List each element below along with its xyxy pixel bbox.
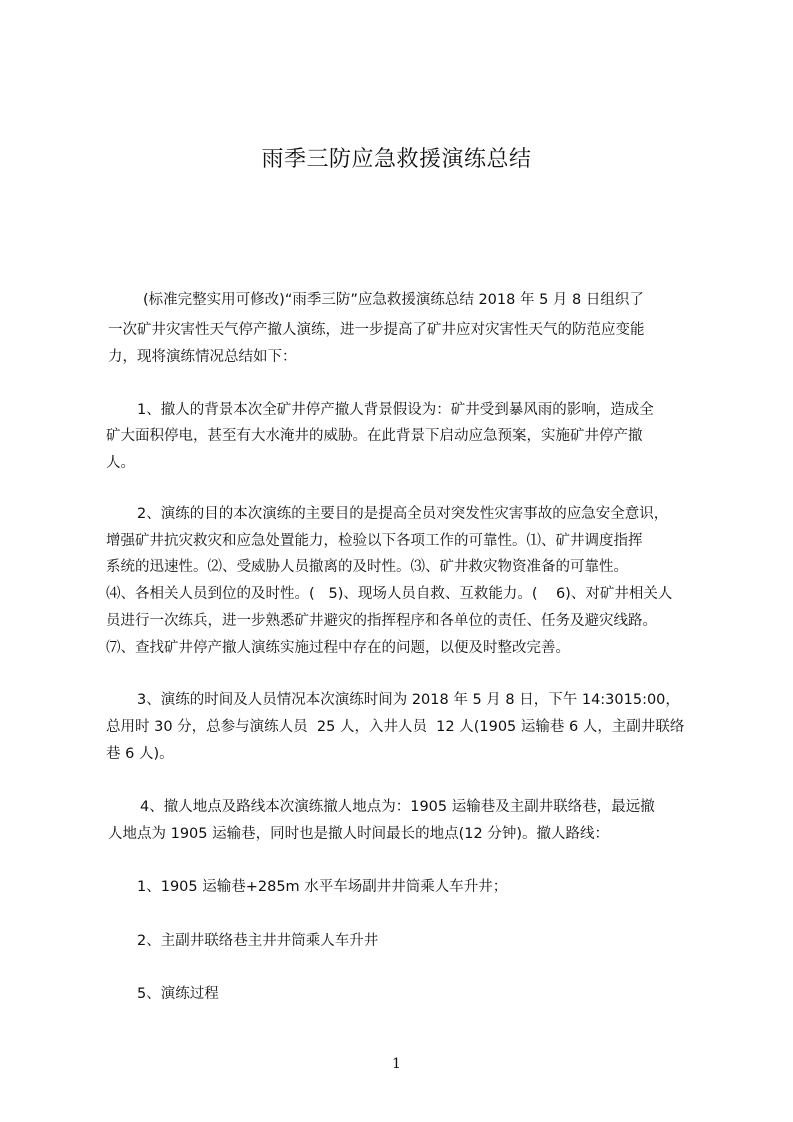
paragraph-3-line-3: 系统的迅速性。⑵、受威胁人员撤离的及时性。⑶、矿井救灾物资准备的可靠性。 [106, 559, 628, 575]
document-title: 雨季三防应急救援演练总结 [261, 147, 532, 172]
route-1: 1、1905 运输巷+285m 水平车场副井井筒乘人车升井； [137, 879, 508, 895]
paragraph-5-line-1: 4、撤人地点及路线本次演练撤人地点为：1905 运输巷及主副井联络巷，最远撤 [140, 799, 655, 815]
paragraph-2-line-2: 矿大面积停电，甚至有大水淹井的威胁。在此背景下启动应急预案，实施矿井停产撤 [106, 428, 643, 444]
paragraph-1-line-3: 力，现将演练情况总结如下： [108, 349, 297, 365]
paragraph-5-line-2: 人地点为 1905 运输巷，同时也是撤人时间最长的地点(12 分钟)。撤人路线： [108, 826, 609, 842]
paragraph-3-line-4: ⑷、各相关人员到位的及时性。( 5)、现场人员自救、互救能力。( 6)、对矿井相关人 [106, 586, 673, 602]
page-number: 1 [392, 1056, 401, 1072]
paragraph-1-line-1: (标准完整实用可修改)“雨季三防”应急救援演练总结 2018 年 5 月 8 日组织了 [143, 292, 644, 308]
paragraph-3-line-6: ⑺、查找矿井停产撤人演练实施过程中存在的问题，以便及时整改完善。 [106, 640, 570, 656]
paragraph-1-line-2: 一次矿井灾害性天气停产撤人演练，进一步提高了矿井应对灾害性天气的防范应变能 [108, 322, 645, 338]
paragraph-4-line-2: 总用时 30 分，总参与演练人员 25 人，入井人员 12 人(1905 运输巷 6 人，主副井联络 [106, 719, 685, 735]
section-5-heading: 5、演练过程 [137, 986, 219, 1002]
paragraph-4-line-3: 巷 6 人)。 [106, 746, 174, 762]
paragraph-4-line-1: 3、演练的时间及人员情况本次演练时间为 2018 年 5 月 8 日，下午 14:3015:00， [137, 692, 680, 708]
paragraph-3-line-2: 增强矿井抗灾救灾和应急处置能力，检验以下各项工作的可靠性。⑴、矿井调度指挥 [106, 533, 643, 549]
paragraph-3-line-1: 2、演练的目的本次演练的主要目的是提高全员对突发性灾害事故的应急安全意识， [137, 506, 669, 522]
paragraph-3-line-5: 员进行一次练兵，进一步熟悉矿井避灾的指挥程序和各单位的责任、任务及避灾线路。 [106, 613, 657, 629]
paragraph-2-line-3: 人。 [106, 455, 135, 471]
paragraph-2-line-1: 1、撤人的背景本次全矿井停产撤人背景假设为：矿井受到暴风雨的影响，造成全 [137, 402, 654, 418]
route-2: 2、主副井联络巷主井井筒乘人车升井 [137, 933, 379, 949]
